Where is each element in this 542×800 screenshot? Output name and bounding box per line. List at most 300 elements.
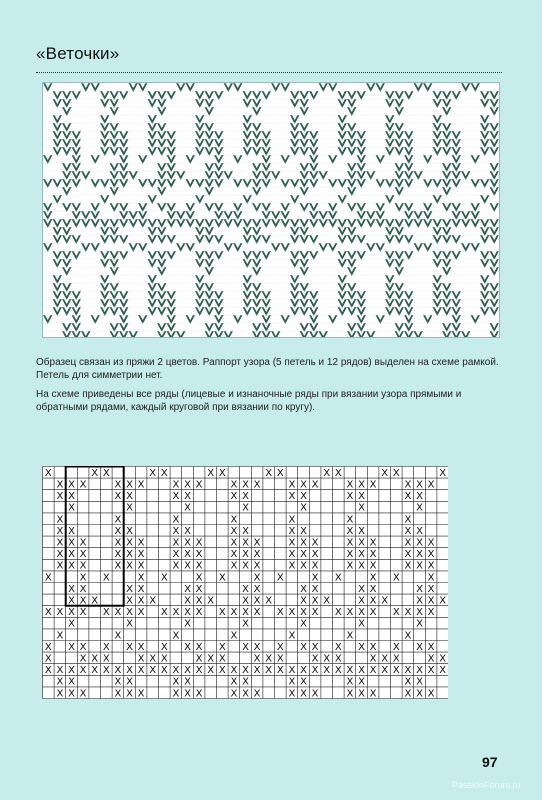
chart-cell-x: X: [126, 491, 133, 503]
chart-cell-x: X: [102, 467, 110, 479]
chart-cell-x: X: [44, 467, 52, 479]
chart-cell-x: X: [427, 549, 435, 561]
chart-cell-x: X: [265, 595, 273, 607]
chart-cell-x: X: [184, 491, 191, 503]
chart-cell-x: X: [56, 479, 64, 491]
chart-cell-x: X: [358, 665, 365, 677]
chart-cell-x: X: [416, 641, 423, 653]
chart-cell-x: X: [358, 595, 365, 607]
chart-cell-x: X: [126, 665, 133, 677]
chart-cell-x: X: [242, 607, 249, 619]
chart-cell-x: X: [311, 641, 319, 653]
chart-cell-x: X: [381, 467, 389, 479]
book-page: [8, 0, 534, 800]
chart-cell-x: X: [230, 525, 238, 537]
chart-cell-x: X: [172, 560, 180, 572]
description-paragraph-2: На схеме приведены все ряды (лицевые и изнаночные ряды при вязании узора прямыми и обратными рядами, каждый круговой при вязании по кругу).: [36, 389, 462, 413]
chart-cell-x: X: [358, 560, 365, 572]
chart-cell-x: X: [218, 572, 226, 584]
chart-cell-x: X: [427, 641, 435, 653]
chart-cell-x: X: [369, 537, 377, 549]
chart-cell-x: X: [369, 653, 377, 665]
chart-cell-x: X: [334, 665, 342, 677]
chart-cell-x: X: [358, 549, 365, 561]
chart-cell-x: X: [68, 549, 75, 561]
chart-cell-x: X: [126, 676, 133, 688]
chart-cell-x: X: [126, 641, 133, 653]
chart-cell-x: X: [114, 514, 122, 526]
chart-cell-x: X: [102, 653, 110, 665]
chart-cell-x: X: [300, 502, 307, 514]
description-paragraph-1: Образец связан из пряжи 2 цветов. Раппорт узора (5 петель и 12 рядов) выделен на схеме рамкой. Петель для симметрии нет.: [36, 357, 499, 381]
chart-cell-x: X: [126, 502, 133, 514]
chart-cell-x: X: [416, 688, 423, 700]
chart-cell-x: X: [323, 665, 331, 677]
chart-cell-x: X: [172, 479, 180, 491]
chart-cell-x: X: [114, 549, 122, 561]
chart-cell-x: X: [276, 607, 284, 619]
chart-cell-x: X: [346, 491, 354, 503]
chart-cell-x: X: [416, 595, 423, 607]
chart-cell-x: X: [358, 537, 365, 549]
chart-cell-x: X: [195, 572, 203, 584]
chart-cell-x: X: [114, 479, 122, 491]
chart-cell-x: X: [288, 688, 296, 700]
chart-cell-x: X: [404, 537, 412, 549]
chart-cell-x: X: [207, 595, 215, 607]
chart-cell-x: X: [404, 491, 412, 503]
chart-cell-x: X: [358, 676, 365, 688]
chart-cell-x: X: [149, 467, 157, 479]
chart-cell-x: X: [369, 583, 377, 595]
chart-cell-x: X: [230, 549, 238, 561]
chart-cell-x: X: [381, 595, 389, 607]
chart-cell-x: X: [311, 560, 319, 572]
chart-cell-x: X: [300, 595, 307, 607]
chart-cell-x: X: [288, 560, 296, 572]
chart-cell-x: X: [242, 479, 249, 491]
chart-cell-x: X: [242, 665, 249, 677]
chart-cell-x: X: [56, 560, 64, 572]
chart-cell-x: X: [392, 607, 400, 619]
chart-cell-x: X: [230, 676, 238, 688]
chart-cell-x: X: [56, 491, 64, 503]
chart-cell-x: X: [172, 514, 180, 526]
chart-cell-x: X: [369, 479, 377, 491]
chart-cell-x: X: [56, 688, 64, 700]
chart-cell-x: X: [242, 502, 249, 514]
chart-cell-x: X: [149, 653, 157, 665]
chart-cell-x: X: [230, 479, 238, 491]
chart-cell-x: X: [184, 537, 191, 549]
chart-cell-x: X: [288, 665, 296, 677]
chart-cell-x: X: [404, 665, 412, 677]
chart-cell-x: X: [369, 641, 377, 653]
chart-cell-x: X: [288, 676, 296, 688]
chart-cell-x: X: [184, 479, 191, 491]
chart-cell-x: X: [416, 676, 423, 688]
chart-cell-x: X: [79, 572, 87, 584]
chart-cell-x: X: [311, 607, 319, 619]
chart-cell-x: X: [126, 583, 133, 595]
chart-cell-x: X: [334, 467, 342, 479]
chart-cell-x: X: [195, 653, 203, 665]
chart-cell-x: X: [114, 491, 122, 503]
chart-cell-x: X: [358, 583, 365, 595]
chart-cell-x: X: [137, 479, 145, 491]
chart-cell-x: X: [137, 572, 145, 584]
chart-cell-x: X: [56, 514, 64, 526]
chart-cell-x: X: [288, 630, 296, 642]
chart-cell-x: X: [404, 607, 412, 619]
chart-cell-x: X: [346, 630, 354, 642]
chart-cell-x: X: [358, 491, 365, 503]
chart-cell-x: X: [230, 560, 238, 572]
chart-cell-x: X: [416, 502, 423, 514]
chart-cell-x: X: [56, 525, 64, 537]
chart-cell-x: X: [218, 653, 226, 665]
chart-cell-x: X: [207, 653, 215, 665]
chart-cell-x: X: [126, 549, 133, 561]
chart-cell-x: X: [300, 676, 307, 688]
chart-cell-x: X: [253, 560, 261, 572]
chart-cell-x: X: [149, 665, 157, 677]
chart-cell-x: X: [184, 618, 191, 630]
chart-cell-x: X: [230, 514, 238, 526]
chart-cell-x: X: [300, 560, 307, 572]
chart-cell-x: X: [358, 641, 365, 653]
chart-cell-x: X: [300, 479, 307, 491]
chart-cell-x: X: [346, 537, 354, 549]
chart-cell-x: X: [300, 491, 307, 503]
chart-cell-x: X: [184, 525, 191, 537]
chart-cell-x: X: [311, 653, 319, 665]
chart-cell-x: X: [439, 595, 447, 607]
chart-cell-x: X: [439, 665, 447, 677]
chart-cell-x: X: [79, 653, 87, 665]
chart-cell-x: X: [416, 491, 423, 503]
chart-cell-x: X: [184, 665, 191, 677]
chart-cell-x: X: [172, 537, 180, 549]
chart-cell-x: X: [392, 641, 400, 653]
chart-cell-x: X: [160, 641, 168, 653]
chart-cell-x: X: [369, 665, 377, 677]
chart-cell-x: X: [126, 618, 133, 630]
chart-cell-x: X: [68, 479, 75, 491]
chart-cell-x: X: [358, 688, 365, 700]
chart-cell-x: X: [114, 537, 122, 549]
chart-cell-x: X: [404, 514, 412, 526]
chart-cell-x: X: [68, 676, 75, 688]
chart-cell-x: X: [68, 665, 75, 677]
chart-cell-x: X: [126, 537, 133, 549]
chart-cell-x: X: [184, 607, 191, 619]
chart-cell-x: X: [300, 665, 307, 677]
chart-cell-x: X: [207, 467, 215, 479]
chart-cell-x: X: [416, 549, 423, 561]
chart-cell-x: X: [276, 641, 284, 653]
chart-cell-x: X: [288, 525, 296, 537]
chart-cell-x: X: [346, 514, 354, 526]
chart-cell-x: X: [79, 607, 87, 619]
chart-cell-x: X: [184, 560, 191, 572]
chart-cell-x: X: [242, 618, 249, 630]
chart-cell-x: X: [300, 549, 307, 561]
chart-cell-x: X: [195, 537, 203, 549]
chart-cell-x: X: [392, 572, 400, 584]
chart-cell-x: X: [242, 583, 249, 595]
chart-cell-x: X: [44, 665, 52, 677]
chart-cell-x: X: [195, 595, 203, 607]
chart-cell-x: X: [195, 688, 203, 700]
chart-cell-x: X: [230, 630, 238, 642]
chart-cell-x: X: [218, 665, 226, 677]
chart-cell-x: X: [172, 607, 180, 619]
chart-cell-x: X: [416, 525, 423, 537]
chart-cell-x: X: [102, 572, 110, 584]
chart-cell-x: X: [242, 491, 249, 503]
chart-cell-x: X: [334, 607, 342, 619]
chart-cell-x: X: [114, 607, 122, 619]
chart-cell-x: X: [137, 583, 145, 595]
chart-cell-x: X: [288, 514, 296, 526]
chart-cell-x: X: [68, 502, 75, 514]
chart-cell-x: X: [68, 595, 75, 607]
title-divider: [36, 72, 502, 73]
chart-cell-x: X: [427, 665, 435, 677]
chart-cell-x: X: [195, 607, 203, 619]
chart-cell-x: X: [91, 653, 99, 665]
chart-cell-x: X: [44, 572, 52, 584]
chart-cell-x: X: [265, 665, 273, 677]
chart-cell-x: X: [184, 595, 191, 607]
chart-cell-x: X: [300, 618, 307, 630]
chart-cell-x: X: [56, 607, 64, 619]
chart-cell-x: X: [369, 688, 377, 700]
chart-cell-x: X: [242, 688, 249, 700]
chart-cell-x: X: [439, 467, 447, 479]
chart-cell-x: X: [184, 583, 191, 595]
chart-cell-x: X: [218, 641, 226, 653]
chart-cell-x: X: [230, 491, 238, 503]
chart-cell-x: X: [427, 537, 435, 549]
chart-cell-x: X: [404, 630, 412, 642]
chart-cell-x: X: [230, 688, 238, 700]
chart-cell-x: X: [114, 665, 122, 677]
chart-cell-x: X: [334, 653, 342, 665]
chart-cell-x: X: [300, 525, 307, 537]
chart-cell-x: X: [68, 525, 75, 537]
chart-cell-x: X: [126, 479, 133, 491]
chart-cell-x: X: [404, 688, 412, 700]
chart-cell-x: X: [172, 491, 180, 503]
chart-cell-x: X: [416, 537, 423, 549]
chart-cell-x: X: [253, 549, 261, 561]
chart-cell-x: X: [300, 688, 307, 700]
chart-cell-x: X: [265, 467, 273, 479]
chart-cell-x: X: [358, 607, 365, 619]
chart-cell-x: X: [242, 595, 249, 607]
chart-cell-x: X: [276, 467, 284, 479]
chart-cell-x: X: [427, 653, 435, 665]
chart-cell-x: X: [288, 491, 296, 503]
chart-cell-x: X: [68, 688, 75, 700]
chart-cell-x: X: [230, 665, 238, 677]
chart-cell-x: X: [230, 607, 238, 619]
chart-cell-x: X: [416, 607, 423, 619]
chart-cell-x: X: [137, 641, 145, 653]
chart-cell-x: X: [160, 467, 168, 479]
chart-cell-x: X: [358, 479, 365, 491]
chart-cell-x: X: [427, 595, 435, 607]
chart-cell-x: X: [79, 688, 87, 700]
chart-cell-x: X: [44, 607, 52, 619]
chart-cell-x: X: [253, 537, 261, 549]
chart-cell-x: X: [160, 665, 168, 677]
chart-cell-x: X: [311, 583, 319, 595]
chart-cell-x: X: [427, 607, 435, 619]
chart-cell-x: X: [253, 688, 261, 700]
chart-cell-x: X: [126, 688, 133, 700]
chart-cell-x: X: [253, 665, 261, 677]
chart-cell-x: X: [149, 595, 157, 607]
chart-cell-x: X: [300, 537, 307, 549]
chart-cell-x: X: [160, 572, 168, 584]
chart-cell-x: X: [323, 467, 331, 479]
chart-cell-x: X: [172, 688, 180, 700]
chart-cell-x: X: [416, 618, 423, 630]
page-number: 97: [482, 754, 498, 770]
chart-cell-x: X: [346, 676, 354, 688]
chart-cell-x: X: [358, 502, 365, 514]
chart-cell-x: X: [311, 549, 319, 561]
chart-cell-x: X: [427, 560, 435, 572]
chart-cell-x: X: [44, 641, 52, 653]
chart-cell-x: X: [392, 653, 400, 665]
chart-cell-x: X: [68, 537, 75, 549]
chart-cell-x: X: [276, 653, 284, 665]
chart-cell-x: X: [358, 525, 365, 537]
chart-cell-x: X: [265, 653, 273, 665]
chart-cell-x: X: [346, 549, 354, 561]
chart-cell-x: X: [102, 641, 110, 653]
knitting-chart: [42, 466, 448, 720]
chart-cell-x: X: [253, 607, 261, 619]
chart-cell-x: X: [184, 502, 191, 514]
chart-cell-x: X: [392, 665, 400, 677]
chart-cell-x: X: [369, 607, 377, 619]
chart-cell-x: X: [79, 479, 87, 491]
chart-cell-x: X: [126, 595, 133, 607]
chart-cell-x: X: [253, 653, 261, 665]
chart-cell-x: X: [416, 560, 423, 572]
chart-cell-x: X: [334, 572, 342, 584]
chart-cell-x: X: [137, 560, 145, 572]
chart-cell-x: X: [288, 537, 296, 549]
chart-cell-x: X: [288, 607, 296, 619]
chart-cell-x: X: [276, 572, 284, 584]
chart-cell-x: X: [300, 641, 307, 653]
chart-cell-x: X: [68, 560, 75, 572]
chart-cell-x: X: [79, 560, 87, 572]
chart-cell-x: X: [137, 537, 145, 549]
chart-cell-x: X: [230, 537, 238, 549]
chart-cell-x: X: [288, 479, 296, 491]
chart-cell-x: X: [311, 665, 319, 677]
chart-cell-x: X: [311, 537, 319, 549]
chart-cell-x: X: [137, 688, 145, 700]
chart-cell-x: X: [404, 676, 412, 688]
chart-cell-x: X: [102, 607, 110, 619]
chart-cell-x: X: [160, 607, 168, 619]
chart-cell-x: X: [369, 560, 377, 572]
chart-cell-x: X: [184, 688, 191, 700]
chart-cell-x: X: [369, 595, 377, 607]
chart-cell-x: X: [427, 583, 435, 595]
chart-cell-x: X: [311, 595, 319, 607]
chart-cell-x: X: [79, 665, 87, 677]
chart-cell-x: X: [79, 583, 87, 595]
chart-cell-x: X: [311, 688, 319, 700]
chart-cell-x: X: [79, 595, 87, 607]
chart-cell-x: X: [242, 560, 249, 572]
chart-cell-x: X: [253, 595, 261, 607]
chart-cell-x: X: [404, 549, 412, 561]
chart-cell-x: X: [56, 630, 64, 642]
chart-cell-x: X: [195, 479, 203, 491]
chart-cell-x: X: [253, 572, 261, 584]
chart-cell-x: X: [137, 595, 145, 607]
chart-cell-x: X: [56, 537, 64, 549]
pattern-title: «Веточки»: [36, 44, 120, 63]
chart-cell-x: X: [126, 560, 133, 572]
chart-cell-x: X: [184, 641, 191, 653]
chart-cell-x: X: [68, 607, 75, 619]
chart-cell-x: X: [79, 641, 87, 653]
chart-cell-x: X: [79, 549, 87, 561]
chart-cell-x: X: [68, 491, 75, 503]
chart-cell-x: X: [68, 618, 75, 630]
chart-cell-x: X: [253, 479, 261, 491]
chart-cell-x: X: [427, 572, 435, 584]
chart-cell-x: X: [242, 537, 249, 549]
chart-cell-x: X: [334, 641, 342, 653]
chart-cell-x: X: [68, 583, 75, 595]
chart-cell-x: X: [172, 676, 180, 688]
knitted-sample-photo: [42, 82, 500, 338]
chart-cell-x: X: [288, 549, 296, 561]
chart-cell-x: X: [79, 537, 87, 549]
chart-cell-x: X: [311, 572, 319, 584]
chart-cell-x: X: [253, 641, 261, 653]
chart-cell-x: X: [126, 525, 133, 537]
chart-cell-x: X: [369, 572, 377, 584]
chart-cell-x: X: [346, 525, 354, 537]
chart-cell-x: X: [195, 560, 203, 572]
chart-cell-x: X: [439, 653, 447, 665]
chart-cell-x: X: [195, 641, 203, 653]
chart-cell-x: X: [242, 676, 249, 688]
chart-cell-x: X: [218, 467, 226, 479]
chart-cell-x: X: [323, 653, 331, 665]
chart-cell-x: X: [253, 583, 261, 595]
chart-cell-x: X: [311, 479, 319, 491]
chart-cell-x: X: [44, 653, 52, 665]
chart-cell-x: X: [137, 653, 145, 665]
chart-cell-x: X: [184, 676, 191, 688]
chart-cell-x: X: [300, 583, 307, 595]
chart-cell-x: X: [172, 525, 180, 537]
